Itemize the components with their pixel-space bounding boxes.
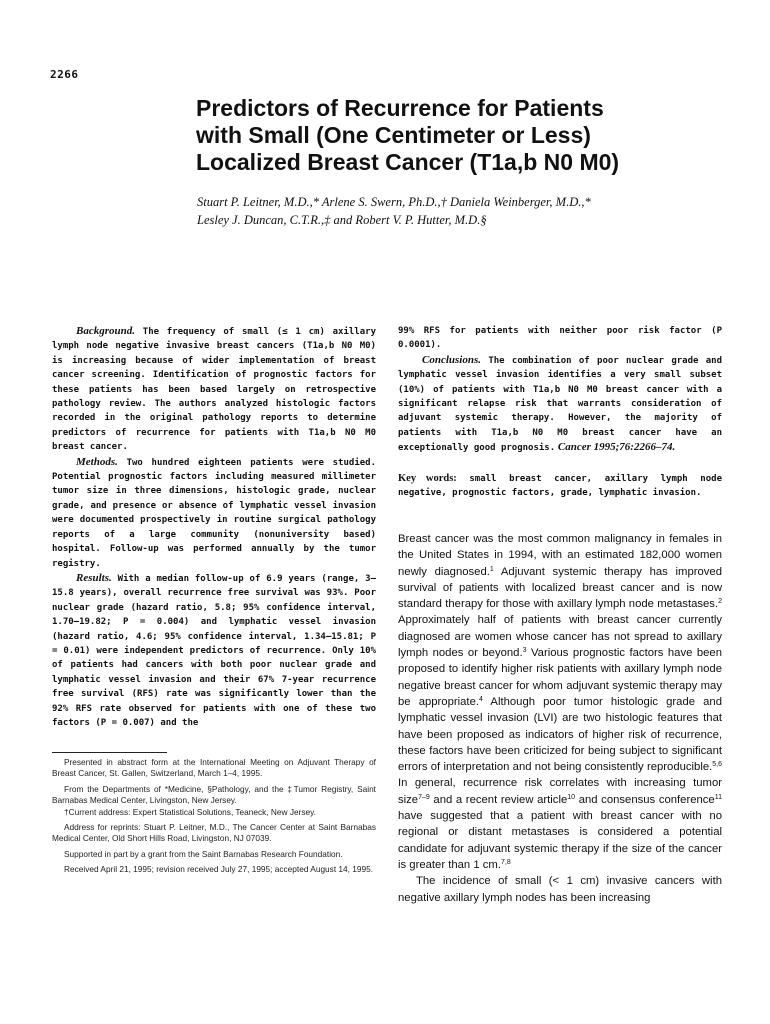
author-list [197, 193, 717, 229]
abstract-heading: Conclusions. [422, 353, 481, 366]
footnotes [52, 757, 376, 876]
title-line: Localized Breast Cancer (T1a,b N0 M0) [196, 149, 620, 175]
body-text-span: Various prognostic factors have been proposed to identify higher risk patients with axillary lymph node negative breast cancer for whom adjuvant systemic therapy may be appropriate. [398, 647, 722, 708]
title-line: Predictors of Recurrence for Patients [196, 95, 604, 121]
title-line: with Small (One Centimeter or Less) [196, 122, 591, 148]
abstract-text: The frequency of small (≤ 1 cm) axillary lymph node negative invasive breast cancers (T1a,b N0 M0) is increasing because of wider implementation of breast cancer screening. Identification of prognostic factors for these patients has been based largely on retrospective pathology review. The authors analyzed histologic factors recorded in the original pathology reports to determine predictors of recurrence for patients with T1a,b N0 M0 breast cancer. [52, 327, 376, 453]
reference-superscript: 2 [718, 598, 722, 606]
author-line: Stuart P. Leitner, M.D.,* Arlene S. Swern, Ph.D.,† Daniela Weinberger, M.D.,* [197, 195, 591, 209]
footnote: From the Departments of *Medicine, §Pathology, and the ‡Tumor Registry, Saint Barnabas Medical Center, Livingston, New Jersey. [52, 783, 376, 806]
reference-superscript: 7–9 [418, 793, 430, 801]
reference-superscript: 10 [567, 793, 576, 801]
footnote: Supported in part by a grant from the Saint Barnabas Research Foundation. [64, 848, 343, 859]
footnote: Address for reprints: Stuart P. Leitner, M.D., The Cancer Center at Saint Barnabas Medical Center, Old Short Hills Road, Livingston, NJ 07039. [52, 822, 376, 844]
body-text-span: Adjuvant systemic therapy has improved survival of patients with localized breast cancer and is now standard therapy for those with axillary lymph node metastases. [398, 565, 722, 611]
abstract-text: The combination of poor nuclear grade and lymphatic vessel invasion identifies a very small subset (10%) of patients with T1a,b N0 M0 breast cancer with a significant relapse risk that warrants consideration of adjuvant systemic therapy. However, the majority of patients with T1a,b N0 M0 breast cancer have an exceptionally good prognosis. [398, 355, 722, 454]
article-title [196, 95, 736, 176]
journal-citation: Cancer 1995;76:2266–74. [555, 441, 676, 454]
footnote: Received April 21, 1995; revision received July 27, 1995; accepted August 14, 1995. [64, 864, 374, 875]
body-text-span: Although poor tumor histologic grade and lymphatic vessel invasion (LVI) are two histologic features that have been proposed as indicators of higher risk of recurrence, these factors have been criticized for being subject to significant errors of interpretation and not being consistently reproducible. [398, 695, 722, 774]
abstract-heading: Results. [76, 571, 112, 584]
reference-superscript: 11 [714, 793, 722, 801]
body-text-span: and consensus conference [575, 793, 715, 806]
author-line: Lesley J. Duncan, C.T.R.,‡ and Robert V. P. Hutter, M.D.§ [197, 213, 487, 227]
keywords-heading: Key words: [398, 472, 457, 484]
body-text-span: In general, recurrence risk correlates with increasing tumor size [398, 777, 722, 806]
abstract-text: With a median follow-up of 6.9 years (range, 3–15.8 years), overall recurrence free survival was 93%. Poor nuclear grade (hazard ratio, 5.8; 95% confidence interval, 1.70–19.82; P = 0.004) and lymphatic vessel invasion (hazard ratio, 4.6; 95% confidence interval, 1.34–15.81; P = 0.01) were independent predictors of recurrence. Only 10% of patients had cancers with both poor nuclear grade and lymphatic vessel invasion and their 67% 7-year recurrence free survival (RFS) rate was significantly lower than the 92% RFS rate observed for patients with one of these two factors (P = 0.007) and the [52, 573, 376, 728]
abstract-conclusions [398, 353, 722, 456]
reference-superscript: 1 [489, 565, 494, 573]
reference-superscript: 3 [522, 647, 527, 655]
footnote-divider [52, 752, 167, 753]
footnote: Presented in abstract form at the International Meeting on Adjuvant Therapy of Breast Cancer, St. Gallen, Switzerland, March 1–4, 1995. [52, 757, 376, 779]
abstract-right-column [398, 324, 722, 500]
body-paragraph [398, 531, 722, 873]
abstract-results-continued: 99% RFS for patients with neither poor risk factor (P 0.0001). [398, 326, 722, 351]
keywords [398, 472, 722, 501]
abstract-results [52, 571, 376, 730]
abstract-background [52, 324, 376, 455]
body-paragraph: The incidence of small (< 1 cm) invasive cancers with negative axillary lymph nodes has been increasing [398, 875, 722, 904]
abstract-left-column [52, 324, 376, 730]
page-number: 2266 [50, 68, 79, 81]
body-text [398, 531, 722, 906]
body-text-span: Breast cancer was the most common malignancy in females in the United States in 1994, with an estimated 182,000 women newly diagnosed. [398, 533, 722, 578]
footnote: †Current address: Expert Statistical Solutions, Teaneck, New Jersey. [64, 806, 316, 817]
abstract-methods [52, 455, 376, 571]
reference-superscript: 7,8 [500, 858, 511, 866]
body-text-span: have suggested that a patient with breast cancer with no regional or distant metastases is considered a potential candidate for adjuvant systemic therapy if the size of the cancer is greater than 1 cm. [398, 810, 722, 871]
body-text-span: and a recent review article [429, 793, 568, 806]
abstract-heading: Background. [76, 325, 135, 337]
abstract-heading: Methods. [76, 455, 118, 468]
abstract-text: Two hundred eighteen patients were studied. Potential prognostic factors including measured millimeter tumor size in three dimensions, histologic grade, nuclear grade, and presence or absence of lymphatic vessel invasion were documented prospectively in routine surgical pathology reports of a large community (nonuniversity based) hospital. Follow-up was performed annually by the tumor registry. [52, 457, 376, 569]
reference-superscript: 5,6 [712, 761, 722, 769]
reference-superscript: 4 [479, 695, 483, 703]
keywords-text: small breast cancer, axillary lymph node negative, prognostic factors, grade, lymphatic invasion. [398, 473, 722, 499]
body-text-span: Approximately half of patients with breast cancer currently diagnosed are women whose cancer has not spread to axillary lymph nodes or beyond. [398, 614, 722, 660]
